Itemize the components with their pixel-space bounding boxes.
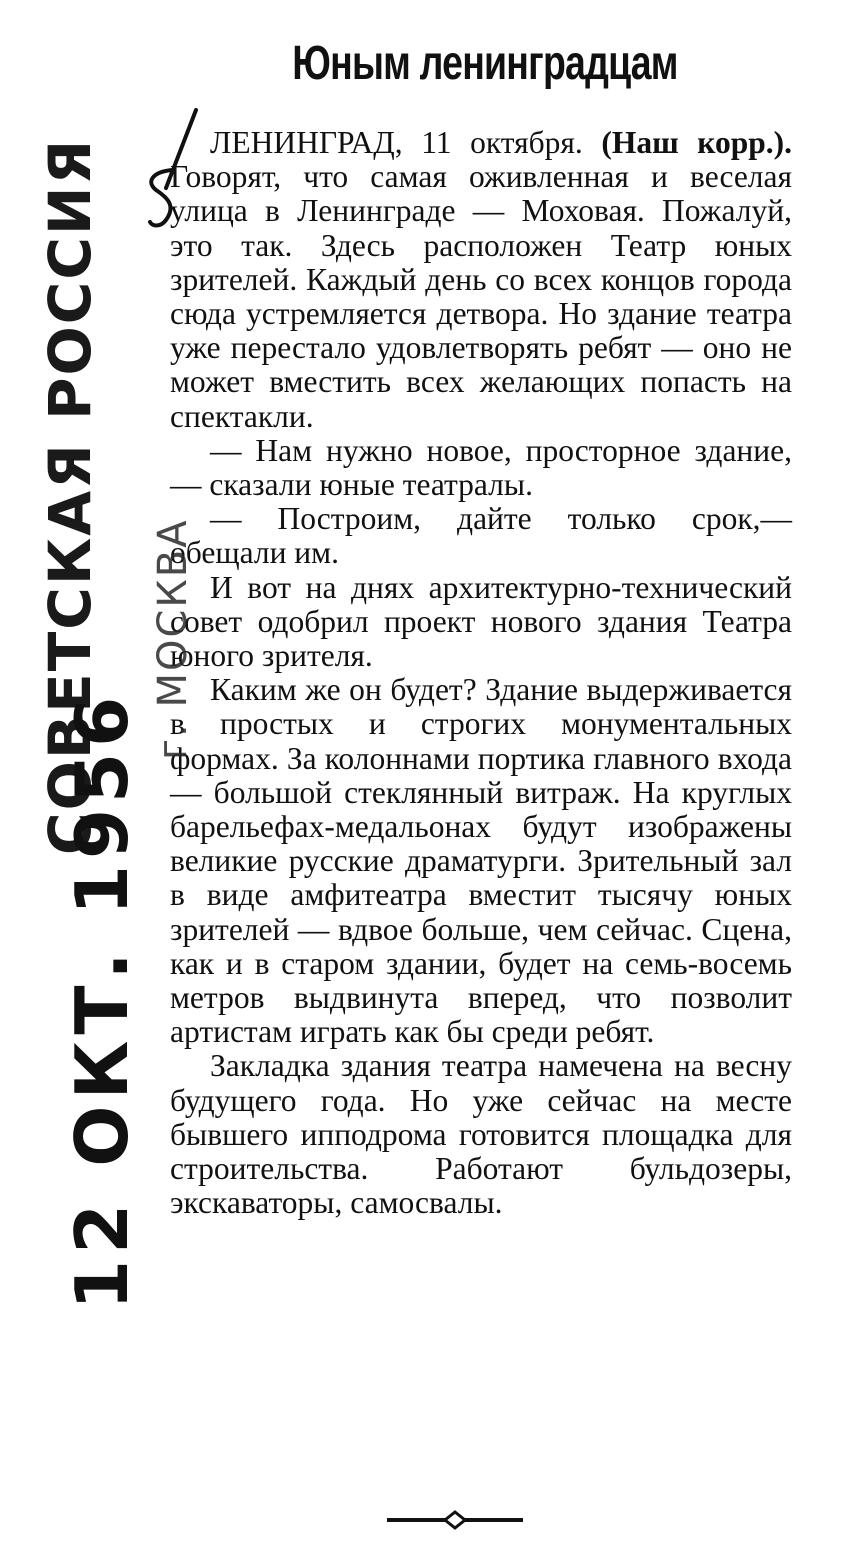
end-ornament-divider	[385, 1505, 525, 1535]
paragraph-text: Говорят, что самая оживленная и веселая улица в Ленинграде — Моховая. Пожалуй, это так. Здесь расположен Театр юных зрителей. Каждый день со всех концов города сюда устремляется детвора. Но здание театра уже перестало удовлетворять ребят — оно не может вместить всех желающих попасть на спектакли.	[170, 159, 792, 434]
article-paragraph: И вот на днях архитектурно-технический совет одобрил проект нового здания Театра юного зрителя.	[170, 569, 792, 674]
dateline: ЛЕНИНГРАД, 11 октября.	[210, 125, 583, 160]
article-paragraph: Закладка здания театра намечена на весну будущего года. Но уже сейчас на месте бывшего ипподрома готовится площадка для строительства. Работают бульдозеры, экскаваторы, самосвалы.	[170, 1048, 792, 1221]
article-paragraph: — Нам нужно новое, просторное здание,— сказали юные театралы.	[170, 432, 792, 503]
stamp-city: г. МОСКВА	[150, 518, 196, 760]
article-paragraph-lead	[170, 126, 792, 434]
article-paragraph: Каким же он будет? Здание выдерживается в простых и строгих монументальных формах. За колоннами портика главного входа — большой стеклянный витраж. На круглых барельефах-медальонах будут изображены великие русские драматурги. Зрительный зал в виде амфитеатра вместит тысячу юных зрителей — вдвое больше, чем сейчас. Сцена, как и в старом здании, будет на семь-восемь метров выдвинута вперед, что позволит артистам играть как бы среди ребят.	[170, 672, 792, 1050]
article-paragraph: — Построим, дайте только срок,— обещали им.	[170, 501, 792, 571]
article-headline: Юным ленинградцам	[292, 37, 678, 90]
byline: (Наш корр.).	[601, 125, 792, 160]
stamp-date: 12 ОКТ. 1956	[60, 690, 144, 1310]
stamp-newspaper-name: СОВЕТСКАЯ РОССИЯ	[36, 137, 104, 855]
article-body	[170, 126, 792, 1221]
